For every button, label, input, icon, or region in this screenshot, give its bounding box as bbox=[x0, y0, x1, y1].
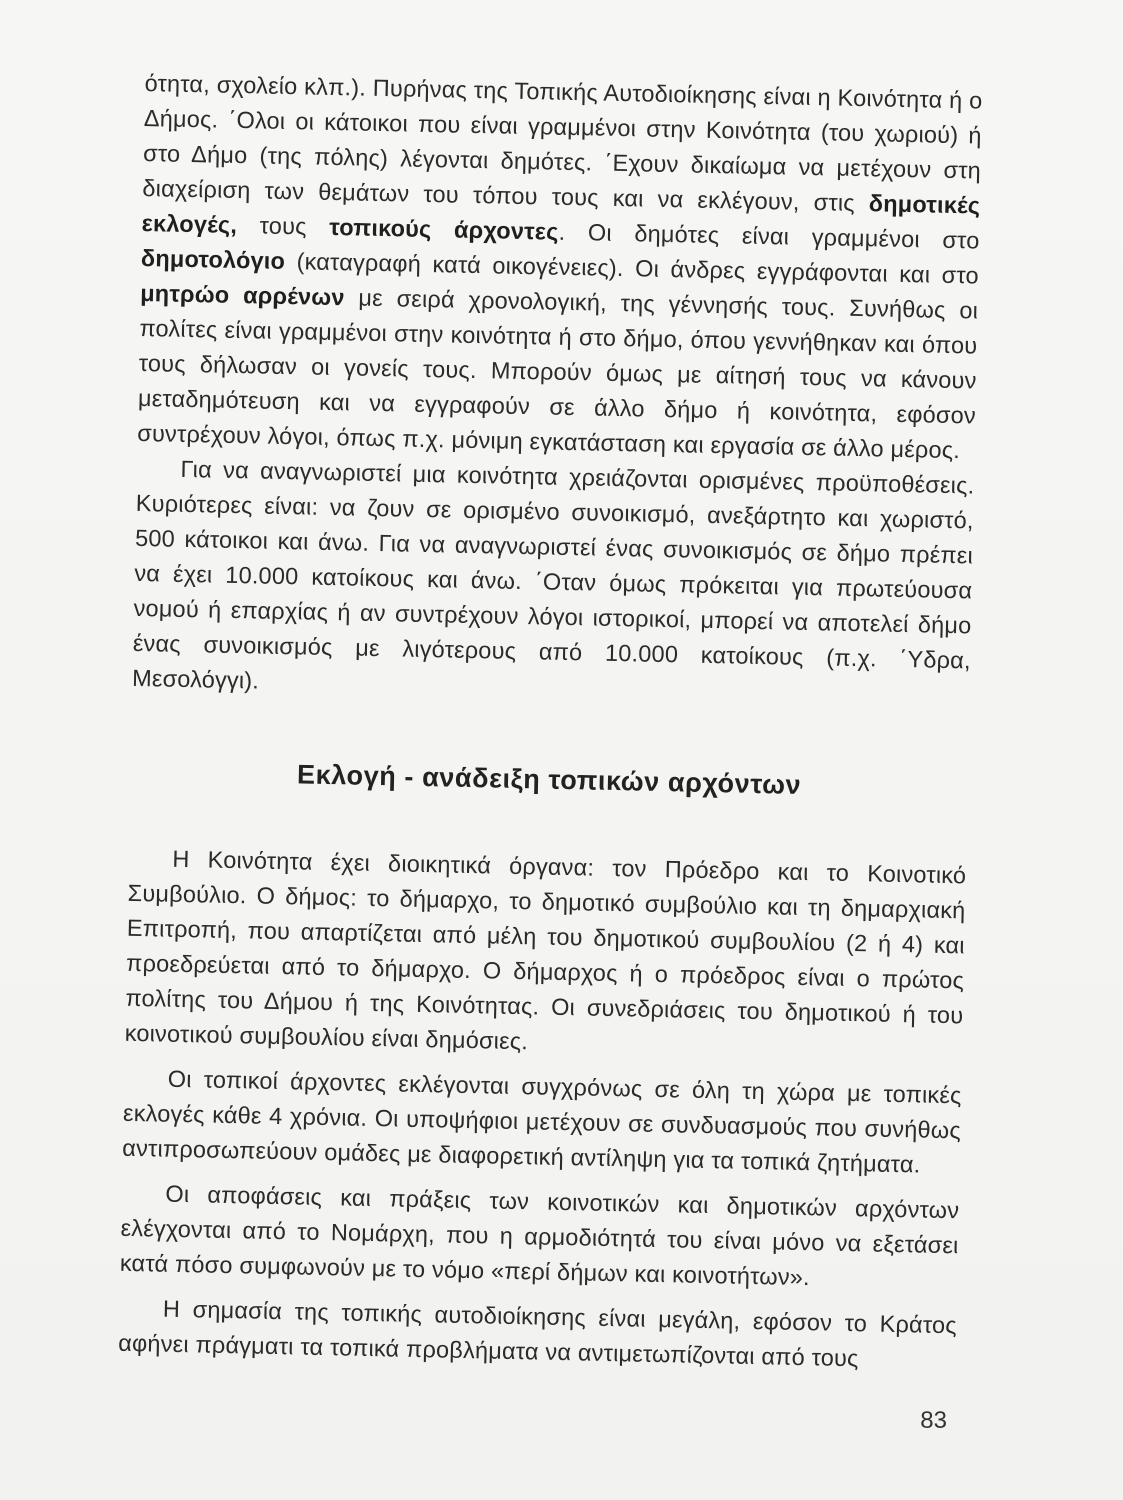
bold-term-male-registry: μητρώο αρρένων bbox=[139, 279, 345, 311]
paragraph-6: Η σημασία της τοπικής αυτοδιοίκησης είναι μεγάλη, εφόσον το Κράτος αφήνει πράγματι τα τοπικά προβλήματα να αντιμετωπίζονται από τους bbox=[117, 1295, 958, 1372]
section-2 bbox=[118, 841, 967, 1378]
paragraph-5: Οι αποφάσεις και πράξεις των κοινοτικών και δημοτικών αρχόντων ελέγχονται από το Νομάρχη, που η αρμοδιότητά του είναι μόνο να εξετάσει κατά πόσο συμφωνούν με το νόμο «περί δήμων και κοινοτήτων». bbox=[119, 1180, 960, 1291]
paragraph-1: ότητα, σχολείο κλπ.). Πυρήνας της Τοπικής Αυτοδιοίκησης είναι η Κοινότητα ή ο Δήμος. ΄Ολοι οι κάτοικοι που είναι γραμμένοι στην Κοινότητα (του χωριού) ή στο Δήμο (της πόλης) λέγονται δημότες. ΄Εχουν δικαίωμα να μετέχουν στη διαχείριση των θεμάτων του τόπου τους και να εκλέγουν, στις δημοτικές εκλογές, τους τοπικούς άρχοντες. Οι δημότες είναι γραμμένοι στο δημοτολόγιο (καταγραφή κατά οικογένειες). Οι άνδρες εγγράφονται και στο μητρώο αρρένων με σειρά χρονολογική, της γέννησής τους. Συνήθως οι πολίτες είναι γραμμένοι στην κοινότητα ή στο δήμο, όπου γεννήθηκαν και όπου τους δήλωσαν οι γονείς τους. Μπορούν όμως με αίτησή τους να κάνουν μεταδημότευση και να εγγραφούν σε άλλο δήμο ή κοινότητα, εφόσον συντρέχουν λόγοι, όπως π.χ. μόνιμη εγκατάσταση και εργασία σε άλλο μέρος. bbox=[137, 69, 983, 464]
bold-term-municipal-elections: δημοτικές εκλογές, bbox=[141, 190, 981, 238]
paragraph-2: Για να αναγνωριστεί μια κοινότητα χρειάζονται ορισμένες προϋποθέσεις. Κυριότερες είναι: να ζουν σε ορισμένο συνοικισμό, ανεξάρτητο και χωριστό, 500 κάτοικοι και άνω. Για να αναγνωριστεί ένας συνοικισμός σε δήμο πρέπει να έχει 10.000 κατοίκους και άνω. ΄Οταν όμως πρόκειται για πρωτεύουσα νομού ή επαρχίας ή αν συντρέχουν λόγοι ιστορικοί, μπορεί να αποτελεί δήμο ένας συνοικισμός με λιγότερους από 10.000 κατοίκους (π.χ. ΄Υδρα, Μεσολόγγι). bbox=[131, 455, 975, 694]
text-block bbox=[118, 66, 983, 1388]
section-heading: Εκλογή - ανάδειξη τοπικών αρχόντων bbox=[296, 759, 802, 800]
paragraph-3: Η Κοινότητα έχει διοικητικά όργανα: τον Πρόεδρο και το Κοινοτικό Συμβούλιο. Ο δήμος: το δήμαρχο, το δημοτικό συμβούλιο και τη δημαρχιακή Επιτροπή, που απαρτίζεται από μέλη του δημοτικού συμβουλίου (2 ή 4) και προεδρεύεται από το δήμαρχο. Ο δήμαρχος ή ο πρόεδρος είναι ο πρώτος πολίτης του Δήμου ή της Κοινότητας. Οι συνεδριάσεις του δημοτικού ή του κοινοτικού συμβουλίου είναι δημόσιες. bbox=[124, 845, 967, 1055]
bold-term-municipal-registry: δημοτολόγιο bbox=[140, 244, 286, 274]
paragraph-4: Οι τοπικοί άρχοντες εκλέγονται συγχρόνως σε όλη τη χώρα με τοπικές εκλογές κάθε 4 χρόνια. Οι υποψήφιοι μετέχουν σε συνδυασμούς που συνήθως αντιπροσωπεύουν ομάδες με διαφορετική αντίληψη για τα τοπικά ζητήματα. bbox=[122, 1065, 962, 1178]
page-number: 83 bbox=[920, 1407, 947, 1434]
bold-term-local-rulers: τοπικούς άρχοντες bbox=[329, 213, 559, 245]
